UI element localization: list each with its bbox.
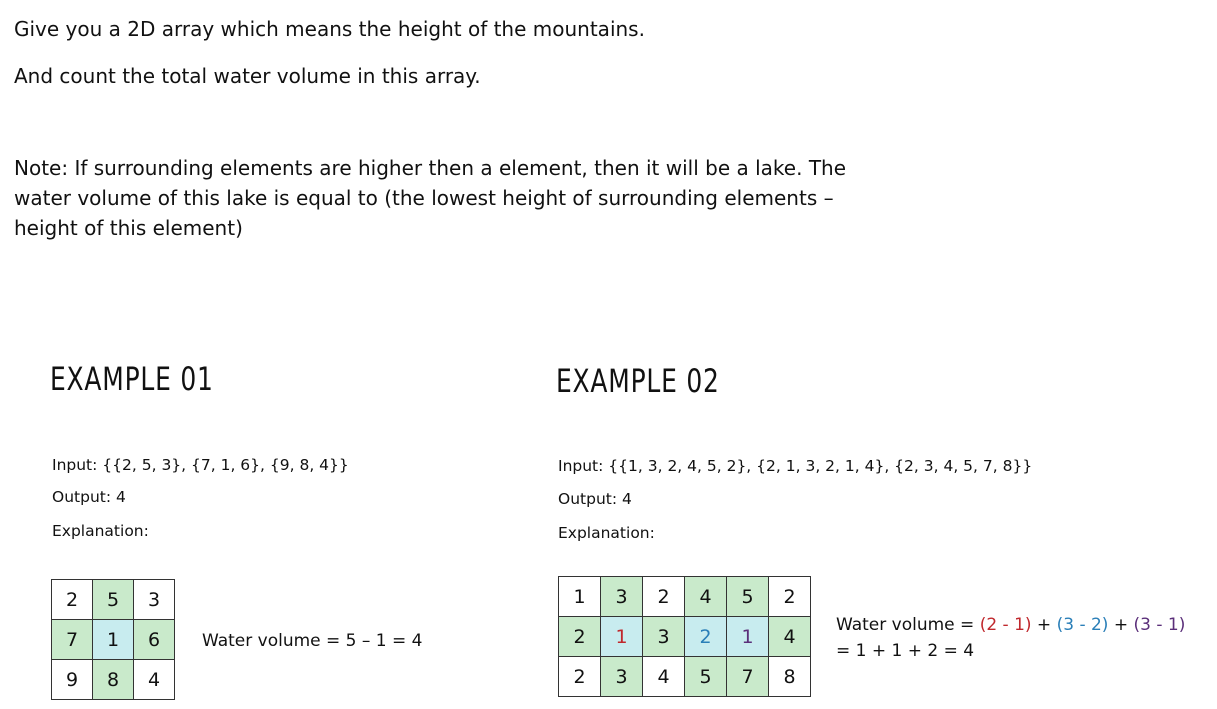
plus-sign: + [1108, 615, 1134, 635]
example-02-water-result: = 1 + 1 + 2 = 4 [836, 641, 975, 661]
grid-cell: 2 [643, 577, 685, 617]
grid-cell: 9 [52, 660, 93, 700]
grid-cell: 1 [727, 617, 769, 657]
grid-cell: 4 [685, 577, 727, 617]
water-term-3: (3 - 1) [1133, 615, 1186, 635]
grid-cell: 6 [134, 620, 175, 660]
grid-cell: 2 [769, 577, 811, 617]
grid-cell: 2 [559, 617, 601, 657]
example-01-output: Output: 4 [52, 488, 126, 506]
example-02-input: Input: {{1, 3, 2, 4, 5, 2}, {2, 1, 3, 2, 1, 4}, {2, 3, 4, 5, 7, 8}} [558, 457, 1033, 475]
example-02-explanation: Explanation: [558, 524, 655, 542]
example-01-water-volume: Water volume = 5 – 1 = 4 [202, 631, 423, 651]
grid-cell: 1 [601, 617, 643, 657]
grid-cell: 5 [93, 580, 134, 620]
grid-cell: 4 [643, 657, 685, 697]
grid-cell: 7 [727, 657, 769, 697]
grid-cell: 8 [769, 657, 811, 697]
grid-cell: 5 [727, 577, 769, 617]
grid-cell: 2 [52, 580, 93, 620]
example-01-input: Input: {{2, 5, 3}, {7, 1, 6}, {9, 8, 4}} [52, 456, 349, 474]
intro-line-2: And count the total water volume in this array. [14, 64, 481, 88]
water-volume-prefix: Water volume = [836, 615, 980, 635]
example-02-title: EXAMPLE 02 [556, 362, 720, 400]
note-line-3: height of this element) [14, 216, 243, 240]
example-02-grid [558, 576, 811, 697]
grid-cell: 4 [769, 617, 811, 657]
grid-cell: 1 [93, 620, 134, 660]
intro-line-1: Give you a 2D array which means the height of the mountains. [14, 17, 645, 41]
grid-cell: 3 [643, 617, 685, 657]
grid-cell: 3 [134, 580, 175, 620]
example-02-water-volume [836, 612, 1185, 638]
grid-cell: 2 [559, 657, 601, 697]
grid-cell: 4 [134, 660, 175, 700]
water-term-2: (3 - 2) [1056, 615, 1109, 635]
grid-cell: 5 [685, 657, 727, 697]
grid-cell: 1 [559, 577, 601, 617]
grid-cell: 3 [601, 657, 643, 697]
grid-cell: 8 [93, 660, 134, 700]
grid-cell: 2 [685, 617, 727, 657]
example-02-output: Output: 4 [558, 490, 632, 508]
plus-sign: + [1031, 615, 1057, 635]
grid-cell: 3 [601, 577, 643, 617]
note-line-2: water volume of this lake is equal to (the lowest height of surrounding elements – [14, 186, 834, 210]
note-line-1: Note: If surrounding elements are higher then a element, then it will be a lake. The [14, 156, 847, 180]
example-01-explanation: Explanation: [52, 522, 149, 540]
grid-cell: 7 [52, 620, 93, 660]
example-01-title: EXAMPLE 01 [50, 360, 214, 398]
water-term-1: (2 - 1) [979, 615, 1032, 635]
example-01-grid [51, 579, 175, 700]
